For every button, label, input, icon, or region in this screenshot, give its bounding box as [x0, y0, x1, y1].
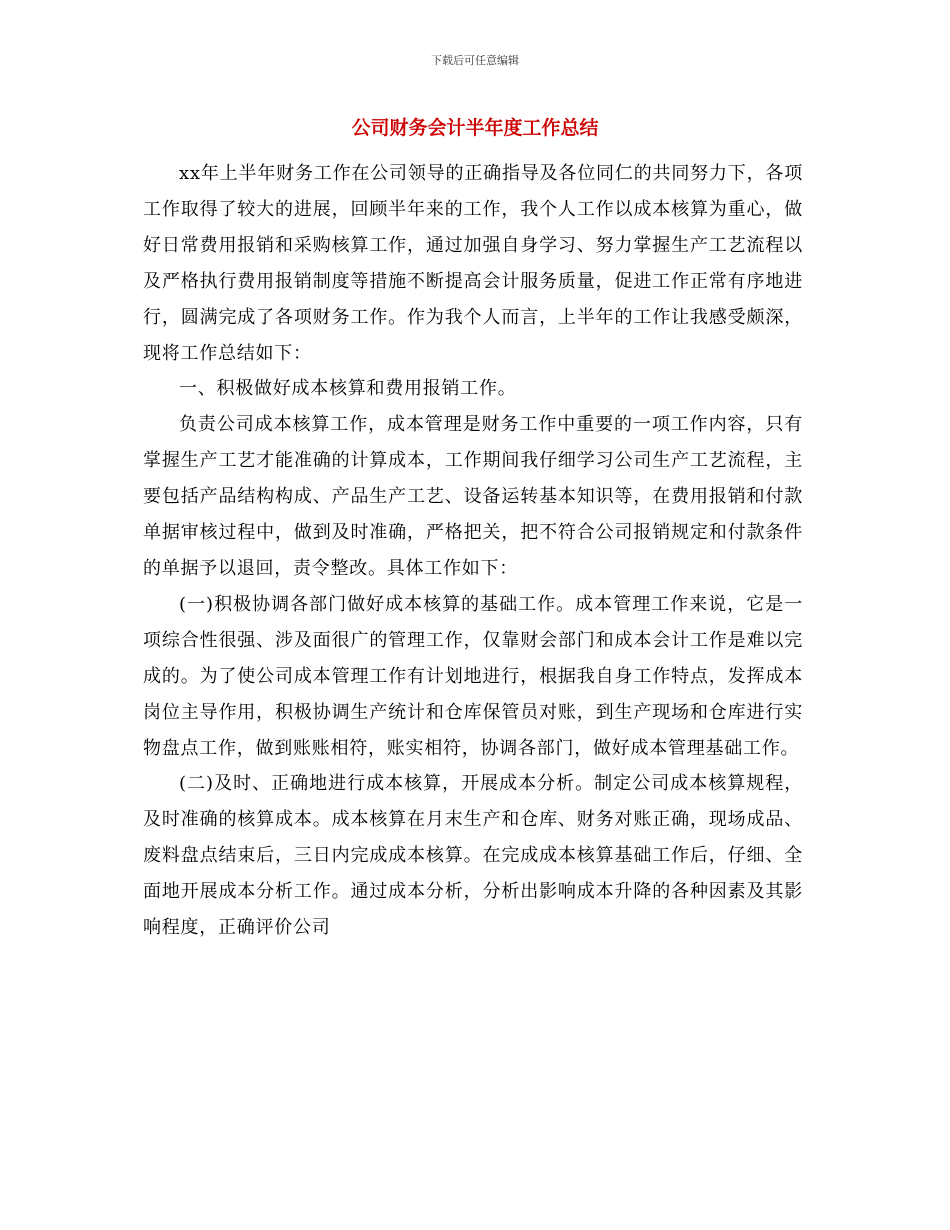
- paragraph: (一)积极协调各部门做好成本核算的基础工作。成本管理工作来说，它是一项综合性很强、涉及面很广的管理工作，仅靠财会部门和成本会计工作是难以完成的。为了使公司成本管理工作有计划地进行，根据我自身工作特点，发挥成本岗位主导作用，积极协调生产统计和仓库保管员对账，到生产现场和仓库进行实物盘点工作，做到账账相符，账实相符，协调各部门，做好成本管理基础工作。: [143, 593, 803, 759]
- paragraph: 负责公司成本核算工作，成本管理是财务工作中重要的一项工作内容，只有掌握生产工艺才能准确的计算成本，工作期间我仔细学习公司生产工艺流程，主要包括产品结构构成、产品生产工艺、设备运转基本知识等，在费用报销和付款单据审核过程中，做到及时准确，严格把关，把不符合公司报销规定和付款条件的单据予以退回，责令整改。具体工作如下：: [143, 414, 803, 579]
- paragraph: xx年上半年财务工作在公司领导的正确指导及各位同仁的共同努力下，各项工作取得了较大的进展，回顾半年来的工作，我个人工作以成本核算为重心，做好日常费用报销和采购核算工作，通过加强自身学习、努力掌握生产工艺流程以及严格执行费用报销制度等措施不断提高会计服务质量，促进工作正常有序地进行，圆满完成了各项财务工作。作为我个人而言，上半年的工作让我感受颇深，现将工作总结如下：: [143, 163, 803, 364]
- section-heading: 一、积极做好成本核算和费用报销工作。: [179, 378, 517, 400]
- header-note: 下载后可任意编辑: [431, 54, 519, 67]
- paragraph: (二)及时、正确地进行成本核算，开展成本分析。制定公司成本核算规程，及时准确的核算成本。成本核算在月末生产和仓库、财务对账正确，现场成品、废料盘点结束后，三日内完成成本核算。在完成成本核算基础工作后，仔细、全面地开展成本分析工作。通过成本分析，分析出影响成本升降的各种因素及其影响程度，正确评价公司: [143, 773, 803, 939]
- document-title: 公司财务会计半年度工作总结: [351, 117, 599, 139]
- document-body: [143, 156, 803, 946]
